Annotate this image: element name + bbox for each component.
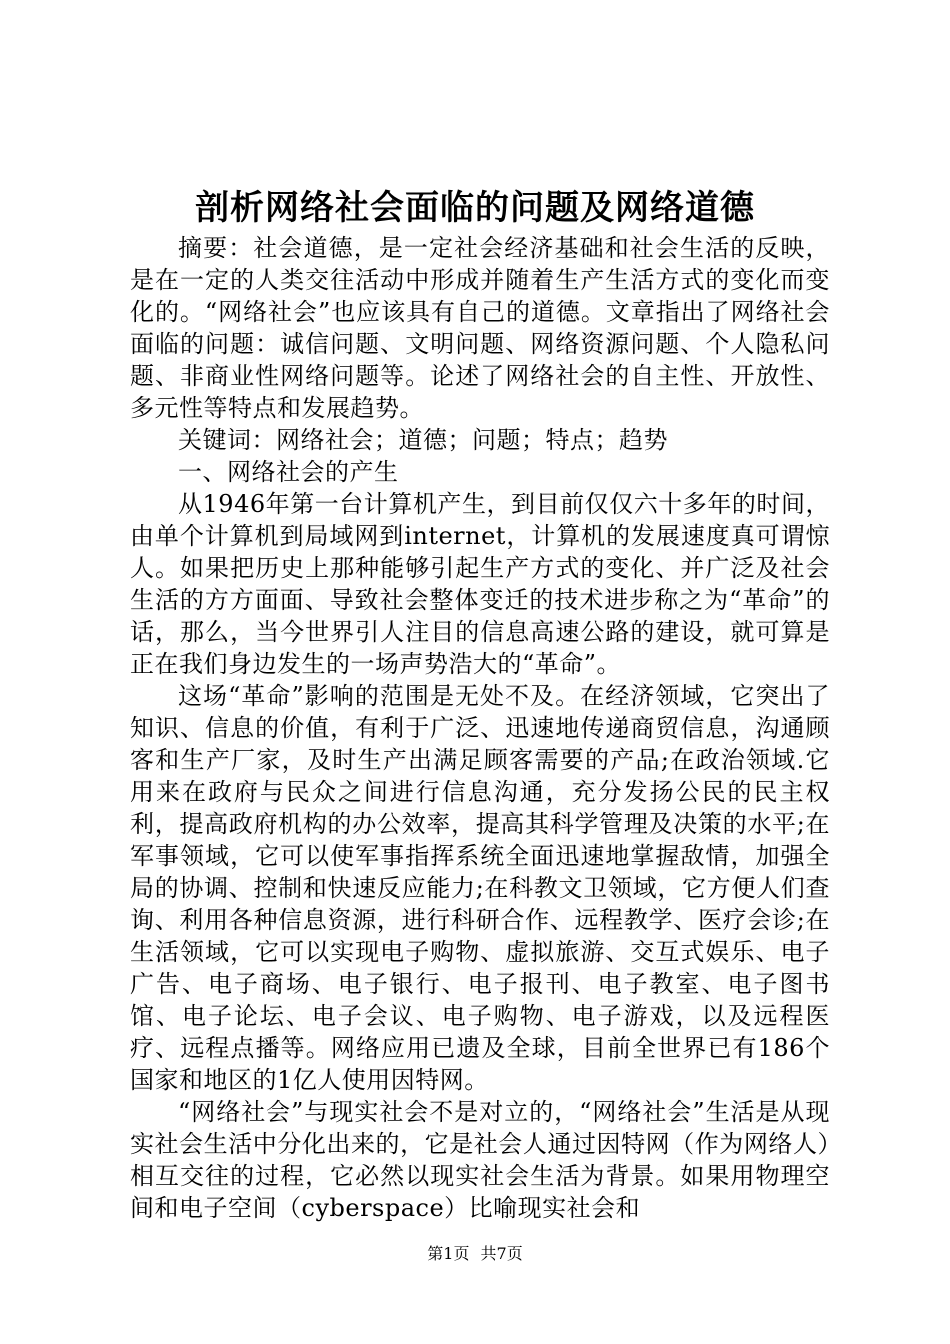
- keywords-paragraph: 关键词：网络社会；道德；问题；特点；趋势: [178, 426, 668, 454]
- page-number: 第1页: [427, 1244, 470, 1263]
- abstract-paragraph: 摘要：社会道德，是一定社会经济基础和社会生活的反映，是在一定的人类交往活动中形成并随着生产生活方式的变化而变化的。“网络社会”也应该具有自己的道德。文章指出了网络社会面临的问题：诚信问题、文明问题、网络资源问题、个人隐私问题、非商业性网络问题等。论述了网络社会的自主性、开放性、多元性等特点和发展趋势。: [130, 234, 830, 422]
- document-body: [130, 232, 830, 1224]
- section-heading: 一、网络社会的产生: [178, 458, 399, 486]
- body-paragraph: 从1946年第一台计算机产生，到目前仅仅六十多年的时间，由单个计算机到局域网到internet，计算机的发展速度真可谓惊人。如果把历史上那种能够引起生产方式的变化、并广泛及社会生活的方方面面、导致社会整体变迁的技术进步称之为“革命”的话，那么，当今世界引人注目的信息高速公路的建设，就可算是正在我们身边发生的一场声势浩大的“革命”。: [130, 490, 830, 678]
- page-total: 共7页: [480, 1244, 523, 1263]
- body-paragraph: “网络社会”与现实社会不是对立的，“网络社会”生活是从现实社会生活中分化出来的，它是社会人通过因特网（作为网络人）相互交往的过程，它必然以现实社会生活为背景。如果用物理空间和电子空间（cyberspace）比喻现实社会和: [130, 1098, 830, 1222]
- body-paragraph: 这场“革命”影响的范围是无处不及。在经济领域，它突出了知识、信息的价值，有利于广泛、迅速地传递商贸信息，沟通顾客和生产厂家，及时生产出满足顾客需要的产品;在政治领域.它用来在政府与民众之间进行信息沟通，充分发扬公民的民主权利，提高政府机构的办公效率，提高其科学管理及决策的水平;在军事领域，它可以使军事指挥系统全面迅速地掌握敌情，加强全局的协调、控制和快速反应能力;在科教文卫领域，它方便人们查询、利用各种信息资源，进行科研合作、远程教学、医疗会诊;在生活领域，它可以实现电子购物、虚拟旅游、交互式娱乐、电子广告、电子商场、电子银行、电子报刊、电子教室、电子图书馆、电子论坛、电子会议、电子购物、电子游戏，以及远程医疗、远程点播等。网络应用已遗及全球，目前全世界已有186个国家和地区的1亿人使用因特网。: [130, 682, 830, 1094]
- document-title: 剖析网络社会面临的问题及网络道德: [195, 188, 755, 228]
- page-footer: [0, 1243, 950, 1265]
